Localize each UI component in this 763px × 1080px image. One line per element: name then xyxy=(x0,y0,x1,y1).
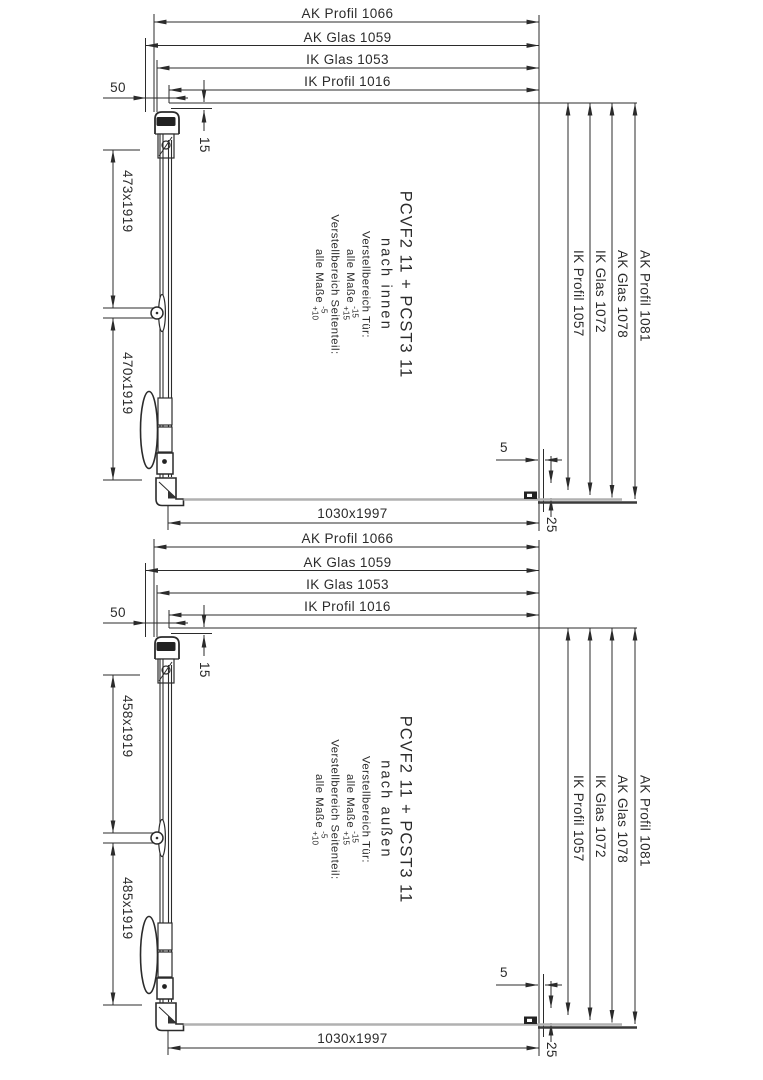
top-dimension-label: IK Profil 1016 xyxy=(304,74,391,89)
orientation-label: nach außen xyxy=(377,760,394,859)
top-dimension-label: AK Profil 1066 xyxy=(301,6,394,21)
tolerance-minus: -15 xyxy=(350,306,360,318)
side-panel-size-label: 1030x1997 xyxy=(317,1030,388,1046)
door-glass-size-label: 458x1919 xyxy=(120,695,135,758)
dim-25-label: 25 xyxy=(544,517,559,533)
right-dimension-label: IK Glas 1072 xyxy=(593,250,608,333)
adjustment-note-side-label: Verstellbereich Seitenteil: xyxy=(328,214,341,355)
adjustment-note-door-label: Verstellbereich Tür: xyxy=(359,230,372,339)
tolerance-plus: +10 xyxy=(310,306,320,320)
right-dimension-label: AK Glas 1078 xyxy=(615,250,630,339)
adjustment-note-door-label: Verstellbereich Tür: xyxy=(359,755,372,864)
door-glass-size-label: 470x1919 xyxy=(120,352,135,415)
dim-15-label: 15 xyxy=(197,137,212,153)
dim-25-label: 25 xyxy=(544,1042,559,1058)
top-dimension-label: IK Glas 1053 xyxy=(306,577,389,592)
dim-5-label: 5 xyxy=(500,440,508,455)
tolerance-minus: -5 xyxy=(319,306,329,314)
tolerance-minus: -15 xyxy=(350,831,360,843)
right-dimension-label: IK Profil 1057 xyxy=(571,250,586,337)
door-glass-size-label: 473x1919 xyxy=(120,170,135,233)
adjustment-value: alle Maße xyxy=(312,249,325,304)
side-panel-size-label: 1030x1997 xyxy=(317,505,388,521)
right-dimension-label: IK Glas 1072 xyxy=(593,775,608,858)
tolerance-plus: +10 xyxy=(310,831,320,845)
tolerance-plus: +15 xyxy=(341,306,351,320)
tolerance-plus: +15 xyxy=(341,831,351,845)
dim-15-label: 15 xyxy=(197,662,212,678)
right-dimension-label: AK Profil 1081 xyxy=(637,250,653,342)
top-dimension-label: AK Glas 1059 xyxy=(303,29,392,45)
right-dimension-label: AK Profil 1081 xyxy=(637,775,653,867)
dim-50-label: 50 xyxy=(110,80,126,95)
top-dimension-label: IK Profil 1016 xyxy=(304,599,391,614)
adjustment-value: alle Maße xyxy=(312,774,325,829)
right-dimension-label: AK Glas 1078 xyxy=(615,775,630,864)
adjustment-value: alle Maße xyxy=(343,249,356,304)
dim-50-label: 50 xyxy=(110,605,126,620)
right-dimension-label: IK Profil 1057 xyxy=(571,775,586,862)
product-title: PCVF2 11 + PCST3 11 xyxy=(396,190,415,379)
door-glass-size-label: 485x1919 xyxy=(120,877,135,940)
adjustment-value: alle Maße xyxy=(343,774,356,829)
product-title: PCVF2 11 + PCST3 11 xyxy=(396,715,415,904)
tolerance-minus: -5 xyxy=(319,831,329,839)
top-dimension-label: AK Profil 1066 xyxy=(301,531,394,546)
top-dimension-label: IK Glas 1053 xyxy=(306,52,389,67)
dim-5-label: 5 xyxy=(500,965,508,980)
top-dimension-label: AK Glas 1059 xyxy=(303,554,392,570)
adjustment-note-side-label: Verstellbereich Seitenteil: xyxy=(328,739,341,880)
orientation-label: nach innen xyxy=(377,238,394,331)
